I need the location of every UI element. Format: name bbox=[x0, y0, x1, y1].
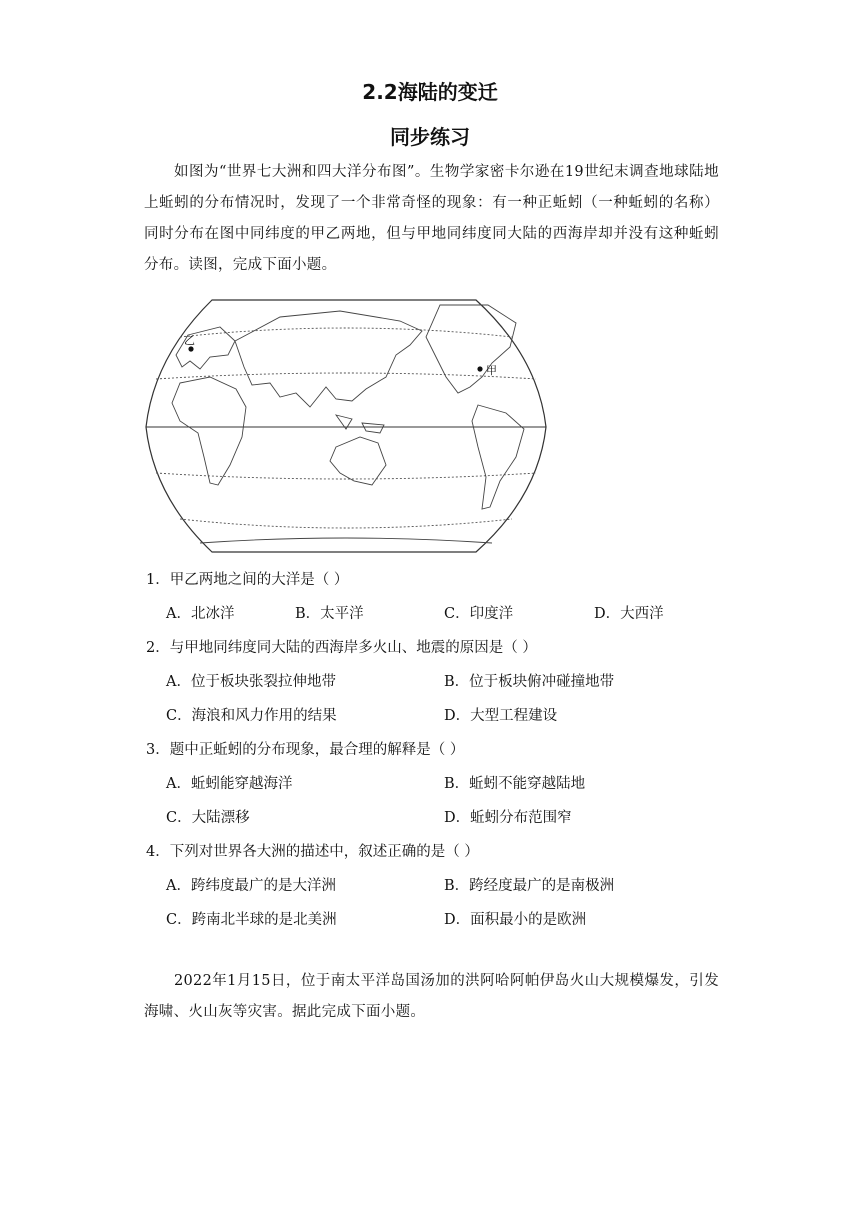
q1-option-c[interactable]: C．印度洋 bbox=[444, 606, 514, 622]
map-label-jia: 甲 bbox=[486, 364, 497, 377]
question-4-stem: 4．下列对世界各大洲的描述中，叙述正确的是（ ） bbox=[146, 844, 479, 860]
intro-paragraph: 如图为“世界七大洲和四大洋分布图”。生物学家密卡尔逊在19世纪末调查地球陆地上蚯蚓的分布情况时，发现了一个非常奇怪的现象：有一种正蚯蚓（一种蚯蚓的名称）同时分布在图中同纬度的甲乙两地，但与甲地同纬度同大陆的西海岸却并没有这种蚯蚓分布。读图，完成下面小题。 bbox=[144, 164, 719, 273]
q2-option-b[interactable]: B．位于板块俯冲碰撞地带 bbox=[444, 674, 615, 690]
q1-option-a[interactable]: A．北冰洋 bbox=[166, 606, 235, 622]
passage-2: 2022年1月15日，位于南太平洋岛国汤加的洪阿哈阿帕伊岛火山大规模爆发，引发海啸、火山灰等灾害。据此完成下面小题。 bbox=[144, 973, 719, 1020]
yi-point bbox=[188, 346, 193, 351]
q3-option-d[interactable]: D．蚯蚓分布范围窄 bbox=[444, 810, 572, 826]
q1-option-b[interactable]: B．太平洋 bbox=[295, 606, 364, 622]
page-title: 2.2海陆的变迁 bbox=[362, 80, 498, 104]
q4-option-a[interactable]: A．跨纬度最广的是大洋洲 bbox=[166, 878, 336, 894]
q2-option-d[interactable]: D．大型工程建设 bbox=[444, 708, 558, 724]
q2-option-c[interactable]: C．海浪和风力作用的结果 bbox=[166, 708, 337, 724]
q3-option-c[interactable]: C．大陆漂移 bbox=[166, 810, 250, 826]
world-map-figure bbox=[140, 297, 552, 555]
q4-option-d[interactable]: D．面积最小的是欧洲 bbox=[444, 912, 587, 928]
q3-option-b[interactable]: B．蚯蚓不能穿越陆地 bbox=[444, 776, 586, 792]
question-2-stem: 2．与甲地同纬度同大陆的西海岸多火山、地震的原因是（ ） bbox=[146, 640, 537, 656]
question-1-stem: 1．甲乙两地之间的大洋是（ ） bbox=[146, 572, 349, 588]
q4-option-c[interactable]: C．跨南北半球的是北美洲 bbox=[166, 912, 337, 928]
jia-point bbox=[477, 366, 482, 371]
q3-option-a[interactable]: A．蚯蚓能穿越海洋 bbox=[166, 776, 293, 792]
q4-option-b[interactable]: B．跨经度最广的是南极洲 bbox=[444, 878, 615, 894]
map-boundary bbox=[146, 300, 546, 552]
q1-option-d[interactable]: D．大西洋 bbox=[594, 606, 664, 622]
q2-option-a[interactable]: A．位于板块张裂拉伸地带 bbox=[166, 674, 336, 690]
page-subtitle: 同步练习 bbox=[390, 125, 470, 149]
question-3-stem: 3．题中正蚯蚓的分布现象，最合理的解释是（ ） bbox=[146, 742, 465, 758]
map-label-yi: 乙 bbox=[184, 334, 195, 347]
